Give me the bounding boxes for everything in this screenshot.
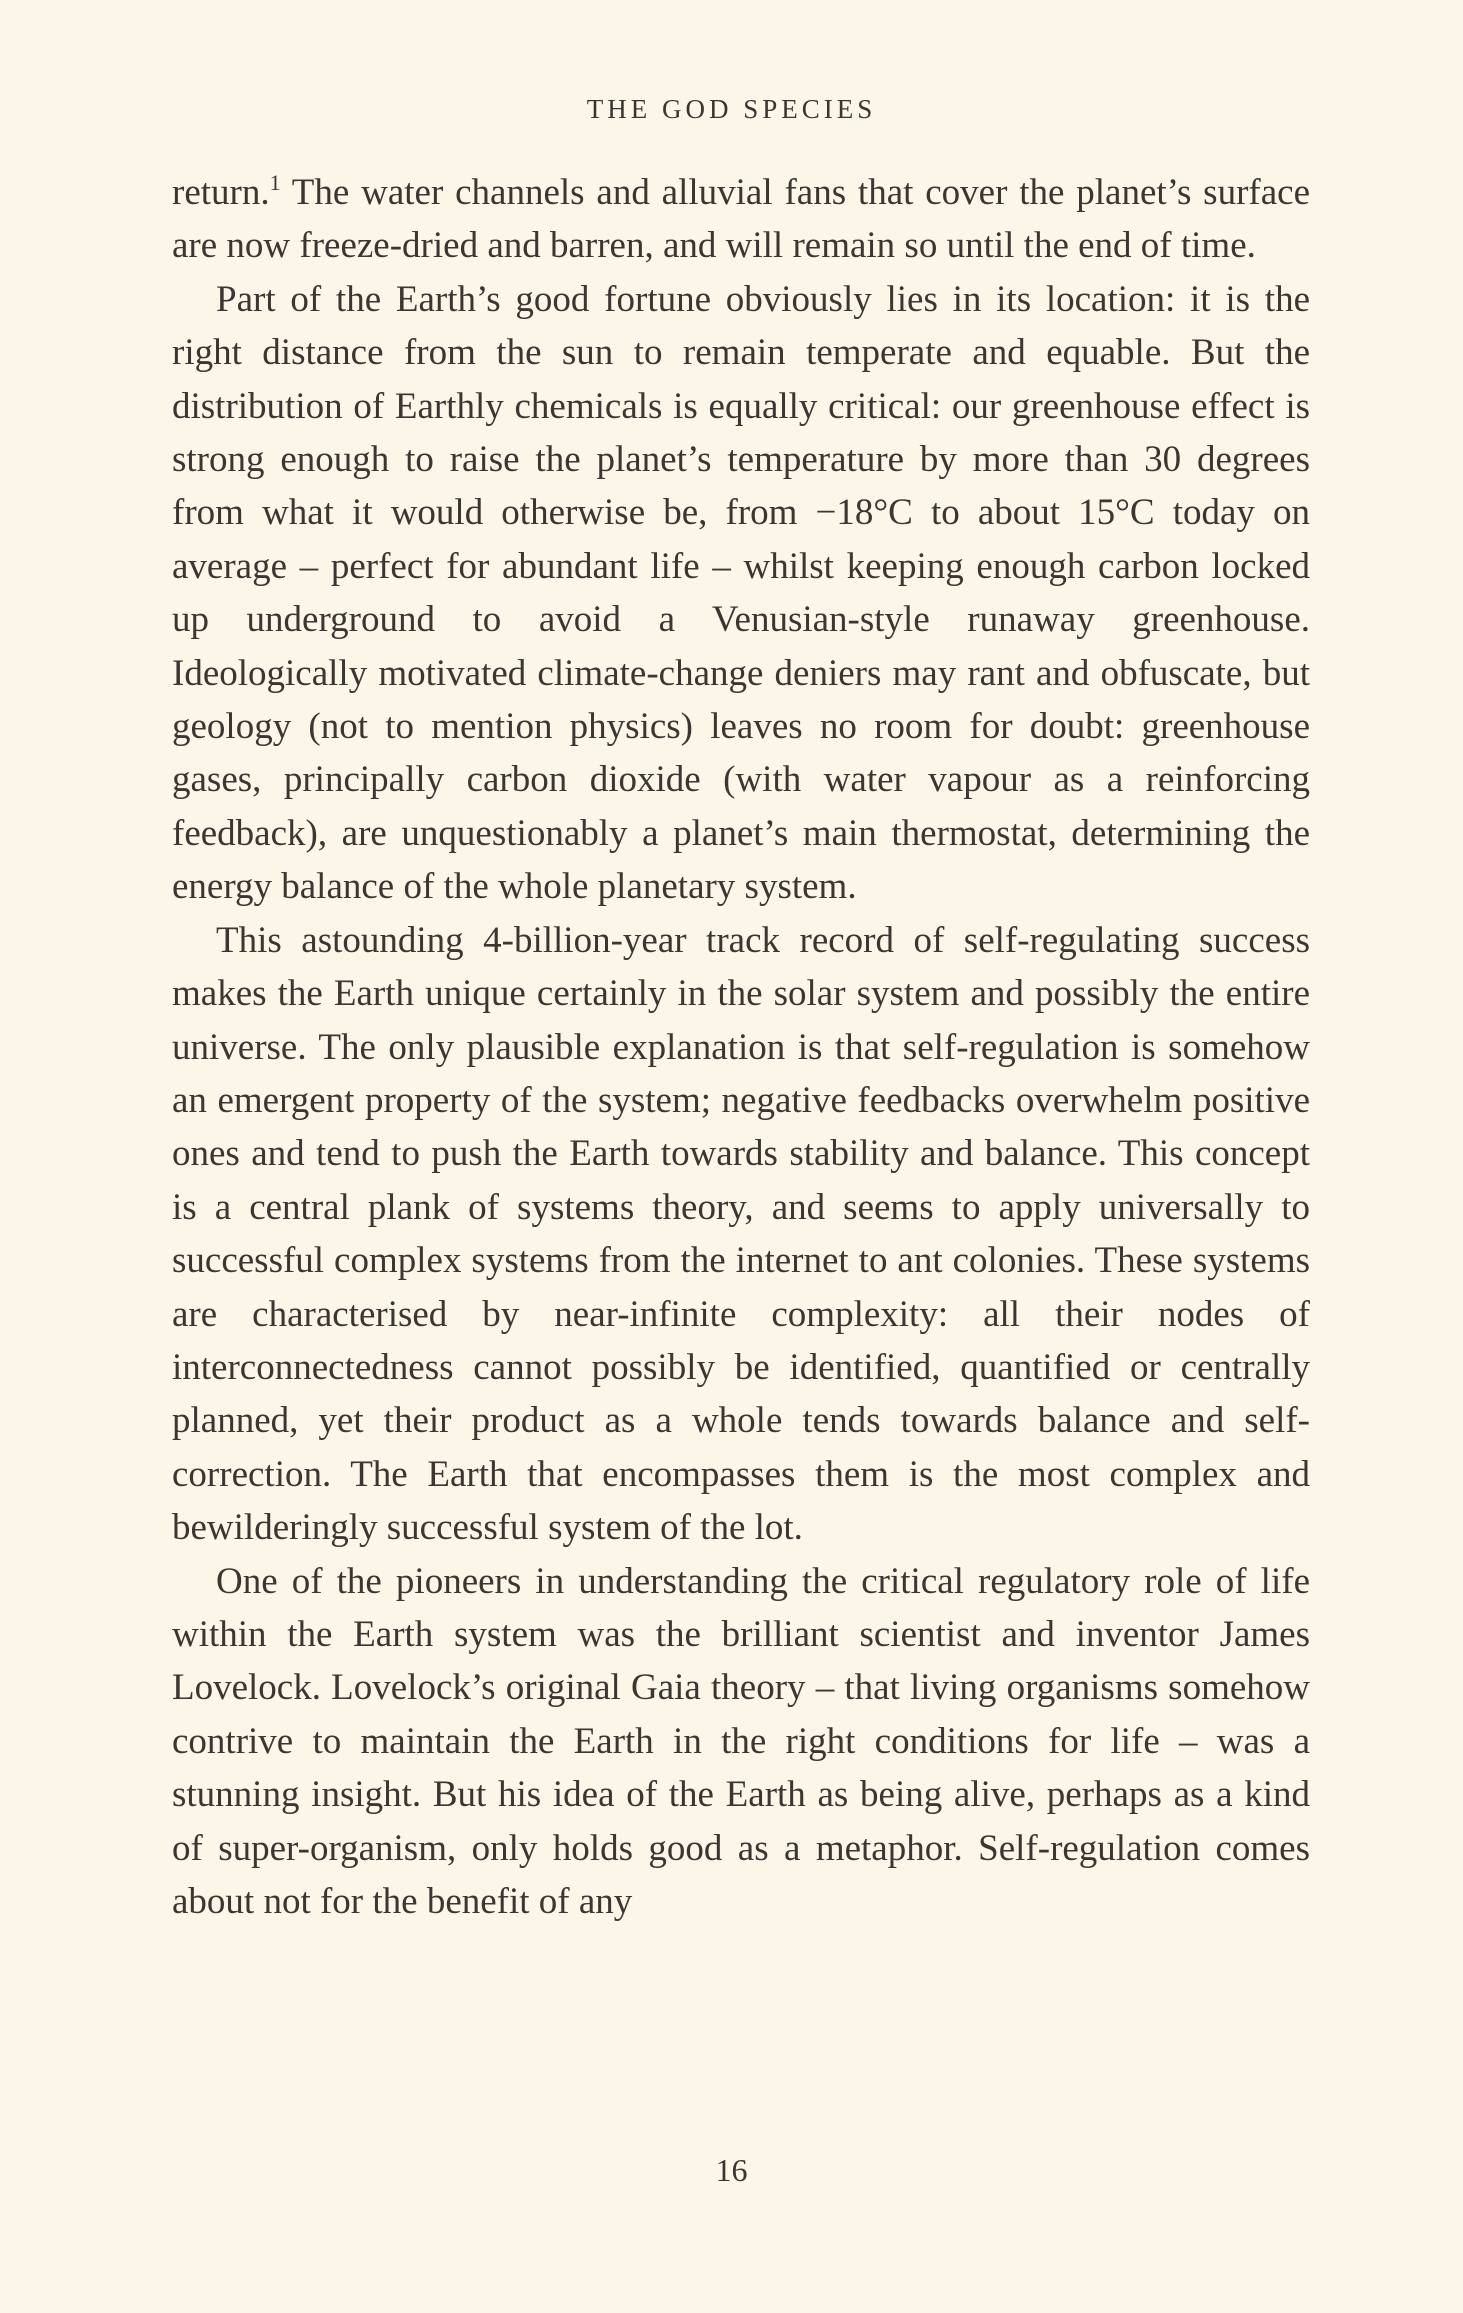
paragraph-3: This astounding 4-billion-year track record of self-regulating success makes the Earth unique certainly in the solar system and possibly the entire universe. The only plausible explanation is that self-regulation is somehow an emergent property of the system; negative feedbacks overwhelm positive ones and tend to push the Earth towards stability and balance. This concept is a central plank of systems theory, and seems to apply universally to successful complex systems from the internet to ant colonies. These systems are characterised by near-infinite complexity: all their nodes of interconnectedness cannot possibly be identified, quantified or centrally planned, yet their product as a whole tends towards balance and self-correction. The Earth that encompasses them is the most complex and bewilderingly successful system of the lot. bbox=[172, 919, 1310, 1549]
page-number: 16 bbox=[715, 2152, 748, 2188]
paragraph-2: Part of the Earth’s good fortune obviously lies in its location: it is the right distance from the sun to remain temperate and equable. But the distribution of Earthly chemicals is equally critical: our greenhouse effect is strong enough to raise the planet’s temperature by more than 30 degrees from what it would otherwise be, from −18°C to about 15°C today on average – perfect for abundant life – whilst keeping enough carbon locked up underground to avoid a Venusian-style runaway greenhouse. Ideologically motivated climate-change deniers may rant and obfuscate, but geology (not to mention physics) leaves no room for doubt: greenhouse gases, principally carbon dioxide (with water vapour as a reinforcing feedback), are unquestionably a planet’s main thermostat, determining the energy balance of the whole planetary system. bbox=[172, 278, 1310, 908]
paragraph-4: One of the pioneers in understanding the critical regulatory role of life within the Earth system was the brilliant scientist and inventor James Lovelock. Lovelock’s original Gaia theory – that living organisms somehow contrive to maintain the Earth in the right conditions for life – was a stunning insight. But his idea of the Earth as being alive, perhaps as a kind of super-organism, only holds good as a metaphor. Self-regulation comes about not for the benefit of any bbox=[172, 1560, 1310, 1922]
paragraph-1-text-start: return. bbox=[172, 172, 270, 213]
footnote-marker: 1 bbox=[269, 170, 281, 195]
paragraph-1 bbox=[172, 166, 1310, 273]
paragraph-1-text-end: The water channels and alluvial fans that cover the planet’s surface are now freeze-dried and barren, and will remain so until the end of time. bbox=[172, 172, 1310, 267]
body-text bbox=[172, 166, 1310, 1928]
running-head: THE GOD SPECIES bbox=[586, 94, 877, 124]
